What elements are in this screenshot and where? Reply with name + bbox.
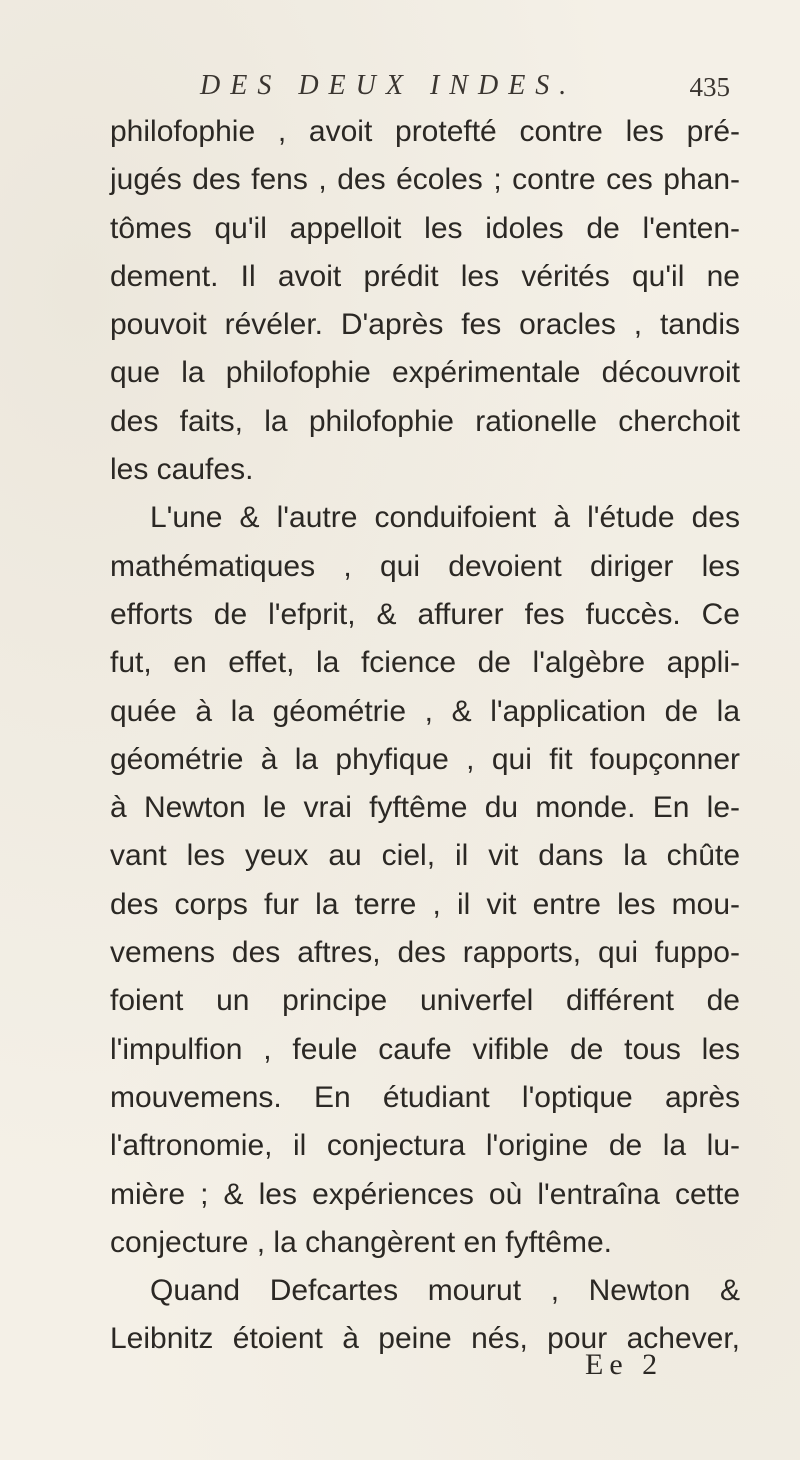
text-line: L'une & l'autre conduifoient à l'étude des: [150, 501, 740, 535]
text-line: vant les yeux au ciel, il vit dans la chûte: [110, 839, 740, 873]
text-line: jugés des fens , des écoles ; contre ces phan-: [110, 163, 740, 197]
page-header: [200, 70, 730, 110]
text-line: géométrie à la phyfique , qui fit foupçonner: [110, 742, 740, 776]
text-line: quée à la géométrie , & l'application de la: [110, 694, 740, 728]
text-line: Leibnitz étoient à peine nés, pour achever,: [110, 1322, 740, 1356]
text-line: efforts de l'efprit, & affurer fes fuccès. Ce: [110, 597, 740, 631]
text-line: les caufes.: [110, 453, 254, 487]
text-line: vemens des aftres, des rapports, qui fuppo-: [110, 936, 740, 970]
text-line: dement. Il avoit prédit les vérités qu'il ne: [110, 259, 740, 293]
text-line: l'aftronomie, il conjectura l'origine de la lu-: [110, 1129, 740, 1163]
text-line: mathématiques , qui devoient diriger les: [110, 549, 740, 583]
body-text: [110, 108, 740, 1364]
page-number: 435: [689, 72, 730, 102]
text-line: des corps fur la terre , il vit entre les mou-: [110, 887, 740, 921]
running-head: DES DEUX INDES.: [200, 70, 577, 101]
text-line: fut, en effet, la fcience de l'algèbre appli-: [110, 646, 740, 680]
text-line: à Newton le vrai fyftême du monde. En le-: [110, 791, 740, 825]
text-line: conjecture , la changèrent en fyftême.: [110, 1225, 612, 1259]
text-line: mouvemens. En étudiant l'optique après: [110, 1080, 740, 1114]
text-line: foient un principe univerfel différent de: [110, 984, 740, 1018]
text-line: tômes qu'il appelloit les idoles de l'enten-: [110, 211, 740, 245]
text-line: l'impulfion , feule caufe vifible de tous les: [110, 1032, 740, 1066]
text-line: que la philofophie expérimentale découvroit: [110, 356, 740, 390]
text-line: mière ; & les expériences où l'entraîna cette: [110, 1177, 740, 1211]
text-line: des faits, la philofophie rationelle cherchoit: [110, 404, 740, 438]
text-line: pouvoit révéler. D'après fes oracles , tandis: [110, 308, 740, 342]
signature-mark: Ee 2: [585, 1348, 664, 1381]
text-line: Quand Defcartes mourut , Newton &: [150, 1274, 740, 1308]
text-line: philofophie , avoit protefté contre les pré-: [110, 115, 740, 148]
